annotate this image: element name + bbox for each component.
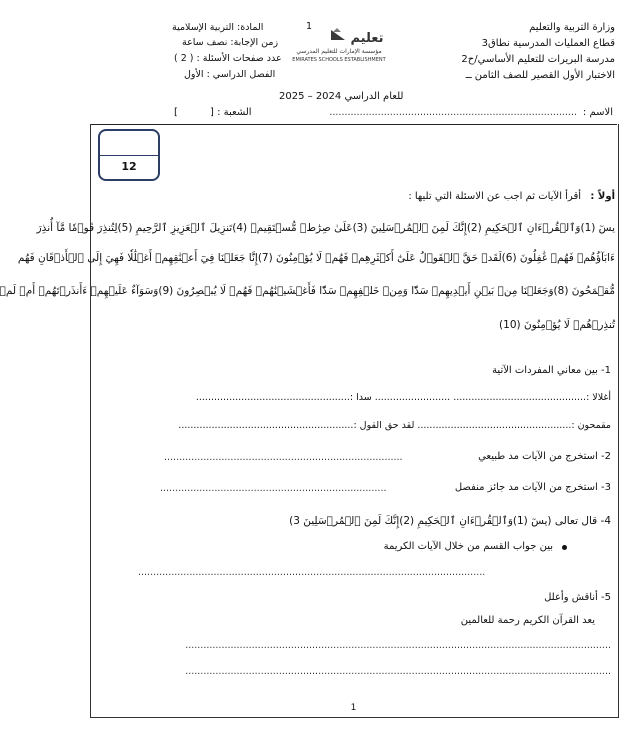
academic-year: للعام الدراسي 2024 – 2025 [279,91,404,102]
name-label: الاسم : [582,107,613,118]
term-label: الفصل الدراسي : الأول [184,69,276,80]
q1-prefix: أولاً : [590,191,615,202]
bullet-icon [562,545,567,550]
sub5-answer-line-1[interactable]: ............................................................................................................................................. [185,640,611,651]
section-field[interactable] [182,105,208,119]
score-divider [100,155,158,156]
logo-mark-icon [331,28,345,40]
sub1-aghlal-field[interactable]: أغلالا :............................................ ......................... سدا :................................................... [195,392,611,403]
sector-name: قطاع العمليات المدرسية نطاق3 [481,38,615,49]
logo-arabic-word: تعليم [350,31,384,46]
name-field[interactable]: .................................................................................. [329,107,577,118]
school-logo [271,26,407,64]
verse-line-4: تُنذِرۡهُمۡ لَا يُؤۡمِنُونَ (10) [499,319,615,331]
exam-title: الاختبار الأول القصير للصف الثامن ــ [465,70,615,81]
sub1-label: 1- بين معاني المفردات الآتية [492,365,611,376]
q1-instruction: أقرأ الآيات ثم اجب عن الاسئلة التي تليها : [408,191,581,202]
sub2-label: 2- استخرج من الآيات مد طبيعي [478,451,611,462]
sub1-muqmahun-field[interactable]: مقمحون :................................................... لقد حق القول :.......................................................... [178,420,611,431]
score-total: 12 [121,160,137,173]
sub3-label: 3- استخرج من الآيات مد جائز منفصل [454,482,611,493]
verse-line-1: يسٓ (1)وَٱلۡقُرۡءَانِ ٱلۡحَكِيمِ (2)إِنَّكَ لَمِنَ ٱلۡمُرۡسَلِينَ (3)عَلَىٰ صِرَٰطٖ مُّسۡتَقِيمٖ (4)تَنزِيلَ ٱلۡعَزِيزِ ٱلرَّحِيمِ (5)لِتُنذِرَ قَوۡمٗا مَّآ أُنذِرَ [36,222,615,234]
subject-label: المادة: التربية الإسلامية [172,22,264,33]
section-bracket-close: ] [174,107,178,118]
sub5-label: 5- أناقش وأعلل [544,592,611,603]
duration-label: زمن الإجابة: نصف ساعة [182,37,279,48]
sub2-answer-field[interactable]: ............................................................................... [164,452,403,463]
ministry-name: وزارة التربية والتعليم [529,22,615,33]
verse-line-2: ءَابَآؤُهُمۡ فَهُمۡ غَٰفِلُونَ (6)لَقَدۡ حَقَّ ٱلۡقَوۡلُ عَلَىٰٓ أَكۡثَرِهِمۡ فَهُمۡ لَا يُؤۡمِنُونَ (7)إِنَّا جَعَلۡنَا فِيٓ أَعۡنَٰقِهِمۡ أَغۡلَٰلٗا فَهِيَ إِلَى ٱلۡأَذۡقَانِ فَهُم [17,252,615,264]
school-name: مدرسة البريرات للتعليم الأساسي/ح2 [461,54,615,65]
sub5-answer-line-2[interactable]: ............................................................................................................................................. [185,666,611,677]
sub4-bullet-text: بين جواب القسم من خلال الآيات الكريمة [383,541,553,552]
header-number: 1 [306,21,313,32]
logo-line-english: EMIRATES SCHOOLS ESTABLISHMENT [292,57,386,63]
section-label: الشعبة : [ [210,107,252,118]
logo-line-arabic: مؤسسة الإمارات للتعليم المدرسي [296,48,382,55]
sub5-statement: يعد القرآن الكريم رحمة للعالمين [460,615,595,626]
sub4-answer-field[interactable]: ................................................................................................................... [138,567,486,578]
sub4-label: 4- قال تعالى (يسٓ (1)وَٱلۡقُرۡءَانِ ٱلۡحَكِيمِ (2)إِنَّكَ لَمِنَ ٱلۡمُرۡسَلِينَ 3) [289,515,611,527]
verse-line-3: مُّقۡمَحُونَ (8)وَجَعَلۡنَا مِنۢ بَيۡنِ أَيۡدِيهِمۡ سَدّٗا وَمِنۡ خَلۡفِهِمۡ سَدّٗا فَأَغۡشَيۡنَٰهُمۡ فَهُمۡ لَا يُبۡصِرُونَ (9)وَسَوَآءٌ عَلَيۡهِمۡ ءَأَنذَرۡتَهُمۡ أَمۡ لَمۡ [0,285,615,297]
score-box [98,129,160,181]
page-number: 1 [350,703,357,713]
sub3-answer-field[interactable]: ........................................................................... [160,483,387,494]
pages-count-label: عدد صفحات الأسئلة : ( 2 ) [174,53,282,64]
